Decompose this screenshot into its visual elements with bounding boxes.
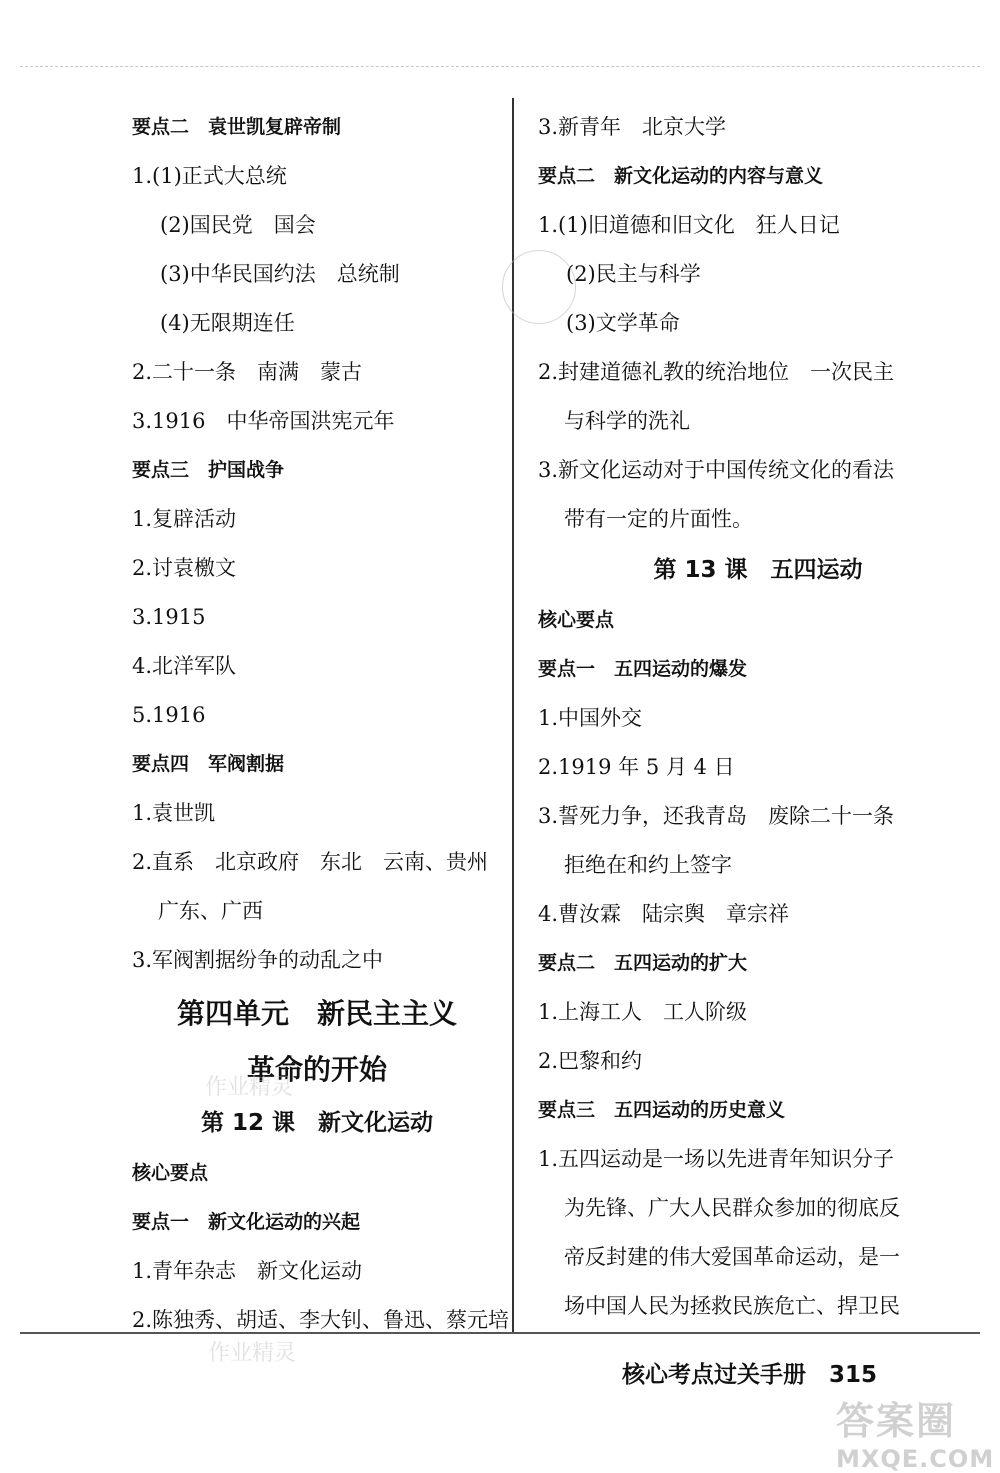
answer-line: 1.青年杂志 新文化运动 [132,1259,363,1283]
answer-line: 3.1915 [132,605,206,629]
answer-line: 4.曹汝霖 陆宗舆 章宗祥 [538,902,790,926]
answer-line: 3.新文化运动对于中国传统文化的看法 [538,458,895,482]
answer-line: 1.(1)旧道德和旧文化 狂人日记 [538,213,840,237]
section-heading: 核心要点 [538,609,615,631]
section-heading: 要点三 五四运动的历史意义 [538,1099,786,1121]
section-heading: 要点一 新文化运动的兴起 [132,1211,361,1233]
answer-line: 与科学的洗礼 [564,409,690,433]
answer-line: 3.誓死力争，还我青岛 废除二十一条 [538,804,895,828]
answer-line: 3.1916 中华帝国洪宪元年 [132,409,395,433]
section-heading: 要点二 袁世凯复辟帝制 [132,116,342,138]
answer-line: 2.二十一条 南满 蒙古 [132,360,363,384]
answer-line: 广东、广西 [158,899,263,923]
answer-line: (3)中华民国约法 总统制 [160,262,400,286]
watermark-text: 作业精灵 [205,1075,294,1100]
bottom-rule [20,1332,980,1334]
unit-title: 革命的开始 [246,1053,387,1086]
answer-line: (4)无限期连任 [160,311,295,335]
logo-url: MXQE.COM [836,1445,995,1473]
section-heading: 要点二 五四运动的扩大 [538,952,748,974]
answer-line: 帝反封建的伟大爱国革命运动，是一 [564,1245,900,1269]
answer-line: 2.直系 北京政府 东北 云南、贵州 [132,850,489,874]
answer-line: (2)民主与科学 [566,262,701,286]
answer-line: 带有一定的片面性。 [564,507,753,531]
answer-line: 1.袁世凯 [132,801,216,825]
answer-line: 2.封建道德礼教的统治地位 一次民主 [538,360,895,384]
logo-text: 答案圈 [836,1399,957,1443]
answer-line: 2.1919 年 5 月 4 日 [538,755,735,779]
site-logo-watermark [836,1390,994,1473]
answer-line: 3.新青年 北京大学 [538,115,727,139]
lesson-title: 第 13 课 五四运动 [653,557,863,583]
watermark-text: 作业精灵 [208,1341,297,1366]
answer-line: 3.军阀割据纷争的动乱之中 [132,948,384,972]
top-rule [20,66,980,67]
answer-line: 拒绝在和约上签字 [564,853,732,877]
section-heading: 核心要点 [132,1162,209,1184]
answer-line: 4.北洋军队 [132,654,237,678]
section-heading: 要点四 军阀割据 [132,753,285,775]
answer-line: 1.上海工人 工人阶级 [538,1000,748,1024]
page-footer: 核心考点过关手册 315 [622,1362,878,1388]
answer-line: 2.巴黎和约 [538,1049,643,1073]
answer-line: 1.(1)正式大总统 [132,164,287,188]
answer-line: 1.复辟活动 [132,507,237,531]
unit-title: 第四单元 新民主主义 [176,997,457,1030]
answer-line: 场中国人民为拯救民族危亡、捍卫民 [564,1294,900,1318]
section-heading: 要点三 护国战争 [132,459,285,481]
answer-line: 为先锋、广大人民群众参加的彻底反 [564,1196,900,1220]
answer-line: 5.1916 [132,703,206,727]
answer-line: 1.中国外交 [538,706,643,730]
answer-line: (2)国民党 国会 [160,213,316,237]
answer-line: 2.陈独秀、胡适、李大钊、鲁迅、蔡元培 [132,1308,510,1332]
section-heading: 要点一 五四运动的爆发 [538,658,748,680]
answer-line: (3)文学革命 [566,311,680,335]
stamp-watermark [502,250,576,324]
section-heading: 要点二 新文化运动的内容与意义 [538,165,824,187]
left-column [132,112,510,1354]
right-column [538,112,978,1340]
answer-line: 2.讨袁檄文 [132,556,237,580]
answer-line: 1.五四运动是一场以先进青年知识分子 [538,1147,895,1171]
lesson-title: 第 12 课 新文化运动 [200,1110,434,1136]
